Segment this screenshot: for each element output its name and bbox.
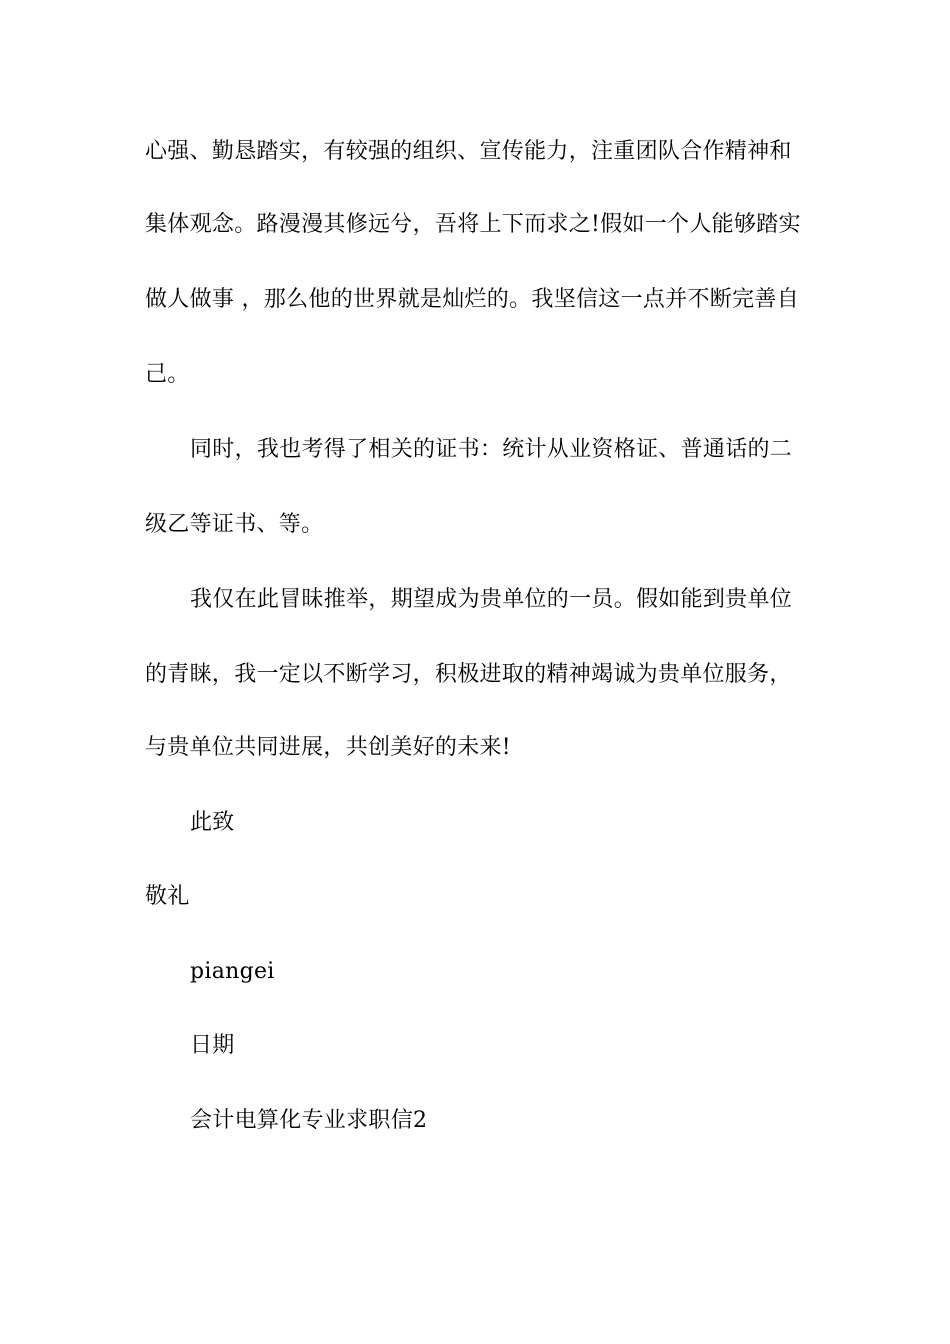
paragraph-line: 己。 — [145, 362, 190, 387]
paragraph-line: 我仅在此冒昧推举，期望成为贵单位的一员。假如能到贵单位 — [190, 587, 793, 612]
closing-regards: 敬礼 — [145, 884, 190, 909]
paragraph-line: 心强、勤恳踏实，有较强的组织、宣传能力，注重团队合作精神和 — [145, 139, 792, 164]
paragraph-line: 做人做事 ，那么他的世界就是灿烂的。我坚信这一点并不断完善自 — [145, 287, 799, 312]
paragraph-line: 同时，我也考得了相关的证书：统计从业资格证、普通话的二 — [190, 437, 793, 462]
section-title: 会计电算化专业求职信2 — [190, 1108, 428, 1133]
paragraph-line: 的青睐，我一定以不断学习，积极进取的精神竭诚为贵单位服务， — [145, 662, 792, 687]
paragraph-line: 级乙等证书、等。 — [145, 512, 324, 537]
closing-salutation: 此致 — [190, 810, 235, 835]
date-label: 日期 — [190, 1033, 235, 1058]
paragraph-line: 集体观念。路漫漫其修远兮，吾将上下而求之!假如一个人能够踏实 — [145, 212, 801, 237]
signature-name: piangei — [190, 959, 275, 984]
paragraph-line: 与贵单位共同进展，共创美好的未来! — [145, 735, 511, 760]
